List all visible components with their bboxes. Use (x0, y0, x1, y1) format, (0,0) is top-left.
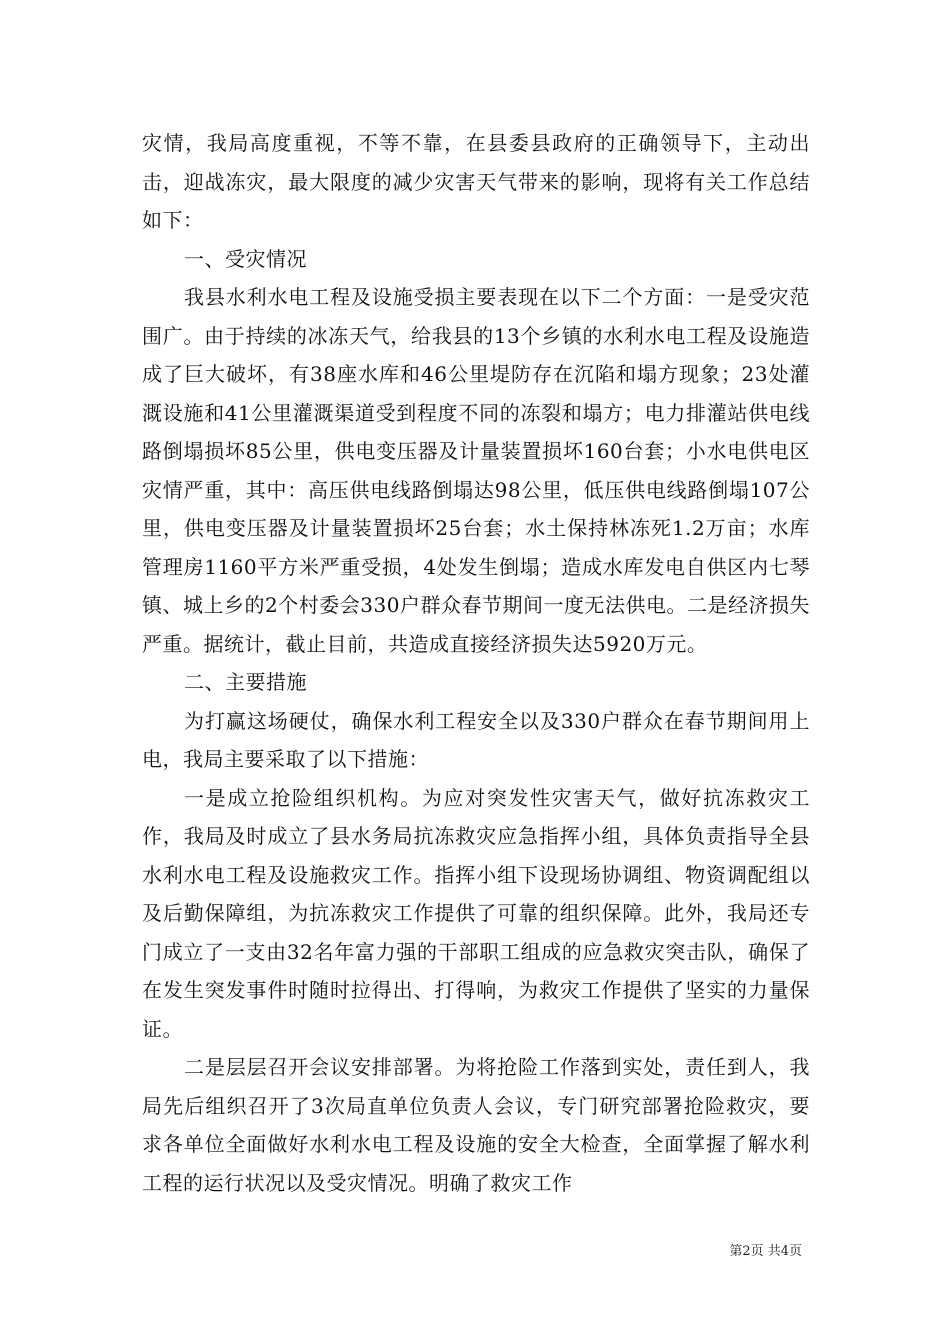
paragraph-disaster-details: 我县水利水电工程及设施受损主要表现在以下二个方面：一是受灾范围广。由于持续的冰冻天气，给我县的13个乡镇的水利水电工程及设施造成了巨大破坏，有38座水库和46公里堤防存在沉陷和塌方现象；23处灌溉设施和41公里灌溉渠道受到程度不同的冻裂和塌方；电力排灌站供电线路倒塌损坏85公里，供电变压器及计量装置损坏160台套；小水电供电区灾情严重，其中：高压供电线路倒塌达98公里，低压供电线路倒塌107公里，供电变压器及计量装置损坏25台套；水土保持林冻死1.2万亩；水库管理房1160平方米严重受损，4处发生倒塌；造成水库发电自供区内七琴镇、城上乡的2个村委会330户群众春节期间一度无法供电。二是经济损失严重。据统计，截止目前，共造成直接经济损失达5920万元。 (142, 285, 810, 656)
paragraph-measure-1: 一是成立抢险组织机构。为应对突发性灾害天气，做好抗冻救灾工作，我局及时成立了县水务局抗冻救灾应急指挥小组，具体负责指导全县水利水电工程及设施救灾工作。指挥小组下设现场协调组、物资调配组以及后勤保障组，为抗冻救灾工作提供了可靠的组织保障。此外，我局还专门成立了一支由32名年富力强的干部职工组成的应急救灾突击队，确保了在发生突发事件时随时拉得出、打得响，为救灾工作提供了坚实的力量保证。 (142, 785, 810, 1041)
paragraph-measures-intro: 为打赢这场硬仗，确保水利工程安全以及330户群众在春节期间用上电，我局主要采取了以下措施： (142, 708, 810, 771)
section-heading-measures: 二、主要措施 (184, 670, 307, 694)
document-body (142, 124, 810, 1202)
paragraph-intro: 灾情，我局高度重视，不等不靠，在县委县政府的正确领导下，主动出击，迎战冻灾，最大限度的减少灾害天气带来的影响，现将有关工作总结如下： (142, 131, 810, 232)
page-number: 第2页 共4页 (729, 1244, 802, 1259)
section-heading-disaster: 一、受灾情况 (184, 246, 307, 271)
paragraph-measure-2: 二是层层召开会议安排部署。为将抢险工作落到实处，责任到人，我局先后组织召开了3次局直单位负责人会议，专门研究部署抢险救灾，要求各单位全面做好水利水电工程及设施的安全大检查，全面掌握了解水利工程的运行状况以及受灾情况。明确了救灾工作 (142, 1055, 810, 1195)
